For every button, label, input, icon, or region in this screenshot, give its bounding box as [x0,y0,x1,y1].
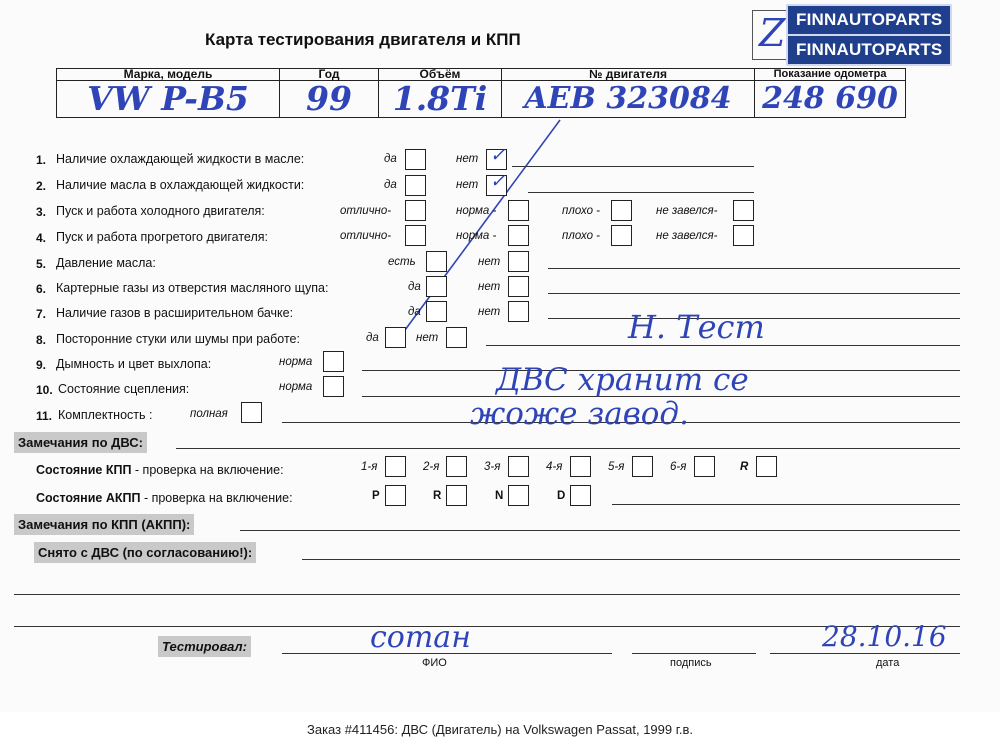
row-number: 9. [36,358,47,372]
value-volume: 1.8Ti [379,81,502,118]
tested-by-label: Тестировал: [158,636,251,657]
answer-line [612,504,960,505]
checkbox-exhaust-normal[interactable] [323,351,344,372]
value-year: 99 [280,81,379,118]
signature-line [632,653,756,654]
option-label: норма [279,356,313,368]
col-header-engine-number: № двигателя [502,69,755,81]
gear-label: D [557,490,566,502]
automatic-gearbox-check: Состояние АКПП - проверка на включение: [36,491,293,505]
row-label-noises: Посторонние стуки или шумы при работе: [56,332,300,346]
date-line [770,653,960,654]
option-label: норма - [456,230,497,242]
checkbox-oil-in-coolant-yes[interactable] [405,175,426,196]
option-label: есть [388,256,416,268]
answer-line [240,530,960,531]
value-model: VW P-B5 [57,81,280,118]
section-engine-remarks: Замечания по ДВС: [14,432,147,453]
row-number: 3. [36,205,47,219]
checkbox-crankcase-no[interactable] [508,276,529,297]
checkbox-gear-6[interactable] [694,456,715,477]
section-removed-from-engine: Снято с ДВС (по согласованию!): [34,542,256,563]
row-label-crankcase-gases: Картерные газы из отверстия масляного щупа: [56,281,329,295]
checkbox-gear-2[interactable] [446,456,467,477]
answer-line [176,448,960,449]
card-title: Карта тестирования двигателя и КПП [205,30,521,49]
row-number: 8. [36,333,47,347]
row-number: 5. [36,257,47,271]
checkbox-coolant-in-oil-yes[interactable] [405,149,426,170]
answer-line [302,559,960,560]
row-label-completeness: Комплектность : [58,408,153,422]
answer-line [528,192,754,193]
col-header-odometer: Показание одометра [755,69,906,81]
option-label: плохо - [562,205,600,217]
checkbox-crankcase-yes[interactable] [426,276,447,297]
row-label-warm-start: Пуск и работа прогретого двигателя: [56,230,268,244]
date-label: дата [876,657,900,669]
gear-label: R [740,461,749,473]
option-label: да [384,153,397,165]
row-label-clutch: Состояние сцепления: [58,382,190,396]
option-label: да [384,179,397,191]
handwritten-note-engine-1: ДВС хранит се [496,362,749,398]
col-header-model: Марка, модель [57,69,280,81]
option-label: плохо - [562,230,600,242]
handwritten-note-engine-2: жоже завод. [470,396,689,432]
col-header-year: Год [280,69,379,81]
row-number: 4. [36,231,47,245]
gear-label: 4-я [546,461,563,473]
signature-label: подпись [670,657,712,669]
order-caption: Заказ #411456: ДВС (Двигатель) на Volkswagen Passat, 1999 г.в. [306,722,694,737]
option-label: да [408,281,421,293]
option-label: нет [416,332,439,344]
col-header-volume: Объём [379,69,502,81]
checkbox-cold-excellent[interactable] [405,200,426,221]
answer-line [548,293,960,294]
check-mark: ✓ [490,145,506,166]
checkbox-noises-yes[interactable] [385,327,406,348]
option-label: отлично- [340,205,392,217]
checkbox-gear-reverse[interactable] [756,456,777,477]
option-label: нет [478,281,501,293]
option-label: нет [456,153,479,165]
checkbox-cold-normal[interactable] [508,200,529,221]
fio-label: ФИО [422,657,447,669]
row-label-expansion-tank-gases: Наличие газов в расширительном бачке: [56,306,294,320]
option-label: нет [478,306,501,318]
checkbox-clutch-normal[interactable] [323,376,344,397]
checkbox-gear-5[interactable] [632,456,653,477]
checkbox-auto-r[interactable] [446,485,467,506]
row-number: 11. [36,409,53,423]
checkbox-tank-gases-yes[interactable] [426,301,447,322]
row-label-oil-in-coolant: Наличие масла в охлаждающей жидкости: [56,178,305,192]
value-odometer: 248 690 [755,81,906,118]
option-label: да [366,332,379,344]
checkbox-noises-no[interactable] [446,327,467,348]
option-label: не завелся- [656,205,718,217]
row-label-exhaust: Дымность и цвет выхлопа: [56,357,212,371]
answer-line [548,268,960,269]
logo-text-bottom: FINNAUTOPARTS [796,40,943,59]
checkbox-auto-d[interactable] [570,485,591,506]
row-number: 7. [36,307,47,321]
answer-line [14,626,960,627]
row-label-oil-pressure: Давление масла: [56,256,156,270]
checkbox-cold-no-start[interactable] [733,200,754,221]
checkbox-complete[interactable] [241,402,262,423]
option-label: не завелся- [656,230,718,242]
option-label: нет [456,179,479,191]
gear-label: 1-я [361,461,378,473]
checkbox-coolant-in-oil-no[interactable] [486,145,507,170]
test-date: 28.10.16 [822,620,947,653]
check-mark: ✓ [490,171,506,192]
checkbox-warm-normal[interactable] [508,225,529,246]
option-label: норма [279,381,313,393]
checkbox-gear-4[interactable] [570,456,591,477]
checkbox-warm-excellent[interactable] [405,225,426,246]
logo-text-top: FINNAUTOPARTS [796,10,943,29]
handwritten-note-tested: Н. Тест [628,308,765,346]
row-number: 2. [36,179,47,193]
checkbox-gear-3[interactable] [508,456,529,477]
row-label-cold-start: Пуск и работа холодного двигателя: [56,204,265,218]
checkbox-tank-gases-no[interactable] [508,301,529,322]
checkbox-warm-no-start[interactable] [733,225,754,246]
gear-label: 5-я [608,461,625,473]
checkbox-warm-bad[interactable] [611,225,632,246]
row-label-coolant-in-oil: Наличие охлаждающей жидкости в масле: [56,152,305,166]
gear-label: N [495,490,504,502]
checkbox-oil-pressure-yes[interactable] [426,251,447,272]
gear-label: 3-я [484,461,501,473]
checkbox-oil-pressure-no[interactable] [508,251,529,272]
option-label: отлично- [340,230,392,242]
option-label: да [408,306,421,318]
gear-label: P [372,490,380,502]
checkbox-cold-bad[interactable] [611,200,632,221]
row-number: 6. [36,282,47,296]
gear-label: 2-я [423,461,440,473]
tester-signature: сотан [370,620,471,655]
checkbox-auto-n[interactable] [508,485,529,506]
option-label: норма - [456,205,497,217]
option-label: нет [478,256,501,268]
gear-label: 6-я [670,461,687,473]
row-number: 10. [36,383,53,397]
row-number: 1. [36,153,47,167]
checkbox-gear-1[interactable] [385,456,406,477]
corner-mark: Z [759,11,786,55]
section-gearbox-remarks: Замечания по КПП (АКПП): [14,514,194,535]
answer-line [512,166,754,167]
manual-gearbox-check: Состояние КПП - проверка на включение: [36,463,284,477]
value-engine-number: AEB 323084 [502,81,755,118]
checkbox-auto-p[interactable] [385,485,406,506]
answer-line [14,594,960,595]
option-label: полная [190,408,228,420]
gear-label: R [433,490,442,502]
checkbox-oil-in-coolant-no[interactable] [486,171,507,196]
